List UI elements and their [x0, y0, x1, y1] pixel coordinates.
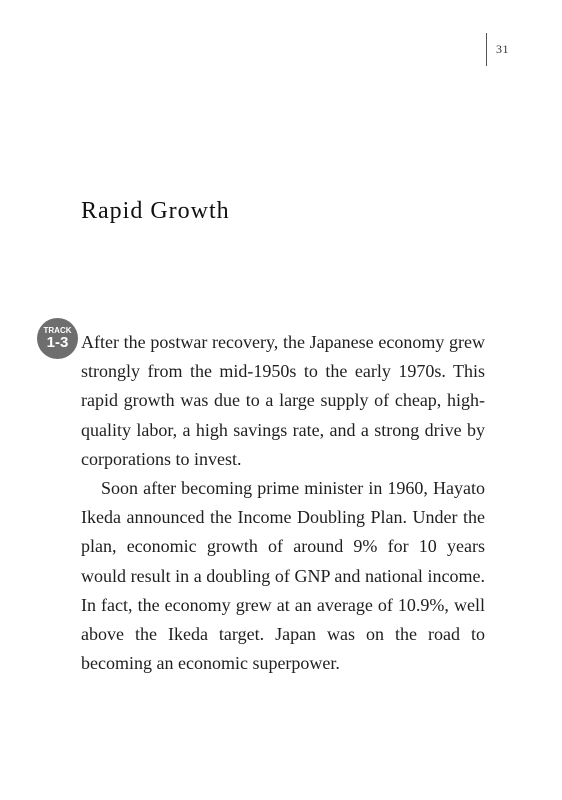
track-number: 1-3: [46, 334, 69, 351]
audio-track-badge: [37, 318, 78, 359]
page-number-divider: [486, 33, 487, 66]
track-label: TRACK: [43, 326, 72, 335]
paragraph-1: After the postwar recovery, the Japanese economy grew strongly from the mid-1950s to the early 1970s. This rapid growth was due to a large supply of cheap, high-quality labor, a high savings rate, and a strong drive by corporations to invest.: [81, 332, 485, 469]
page-number: 31: [496, 42, 509, 56]
paragraph-2: Soon after becoming prime minister in 1960, Hayato Ikeda announced the Income Doubling Plan. Under the plan, economic growth of around 9% for 10 years would result in a doubling of GNP and national income. In fact, the economy grew at an average of 10.9%, well above the Ikeda target. Japan was on the road to becoming an economic superpower.: [81, 478, 485, 674]
body-text: [81, 328, 485, 678]
chapter-title: Rapid Growth: [81, 198, 230, 224]
